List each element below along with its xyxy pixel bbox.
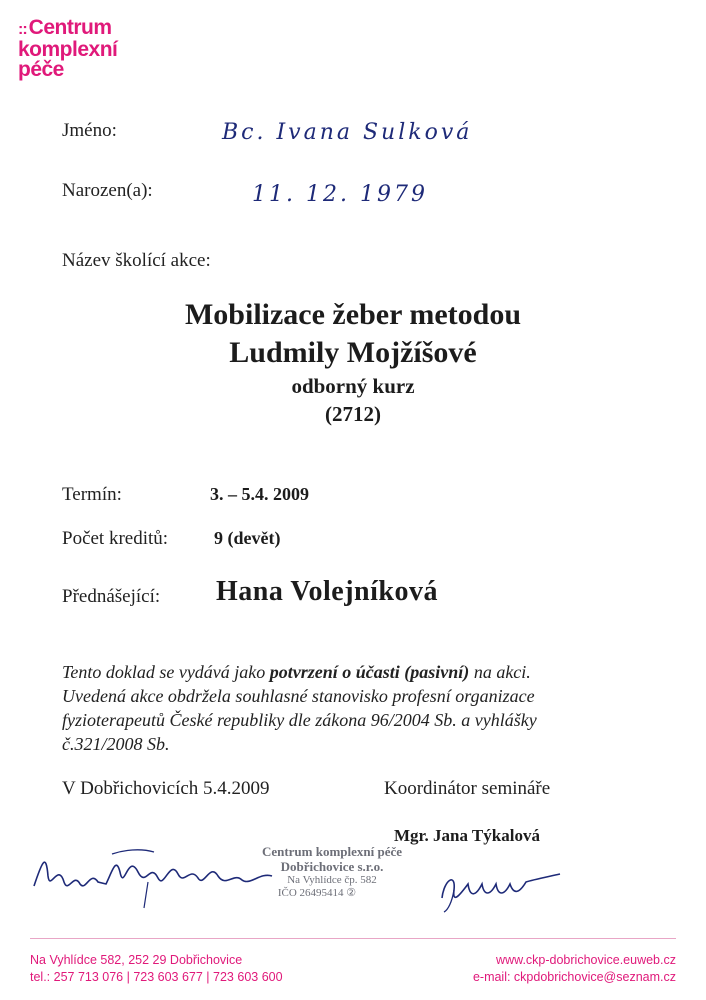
stamp-number: ② <box>346 887 357 899</box>
place-date: V Dobřichovicích 5.4.2009 <box>62 778 270 799</box>
coordinator-name: Mgr. Jana Týkalová <box>394 826 540 845</box>
name-value-handwritten: Bc. Ivana Sulková <box>222 120 473 145</box>
course-title-line-2: Ludmily Mojžíšové <box>229 336 477 369</box>
footer-online <box>473 952 676 986</box>
term-label: Termín: <box>62 484 122 505</box>
credits-label: Počet kreditů: <box>62 528 169 549</box>
logo-line-2: komplexní <box>18 38 118 61</box>
term-value: 3. – 5.4. 2009 <box>210 484 309 504</box>
footer-contact <box>30 952 283 986</box>
birth-value-handwritten: 11. 12. 1979 <box>252 182 428 207</box>
course-code: (2712) <box>325 402 381 426</box>
notice-bold: potvrzení o účasti (pasivní) <box>269 662 470 682</box>
course-title-line-1: Mobilizace žeber metodou <box>184 298 522 331</box>
footer-address: Na Vyhlídce 582, 252 29 Dobřichovice <box>30 953 243 967</box>
lecturer-value: Hana Volejníková <box>216 576 438 607</box>
footer-divider <box>30 938 676 939</box>
notice-line-4: č.321/2008 Sb. <box>62 734 170 754</box>
confirmation-notice <box>62 660 662 756</box>
coordinator-signature <box>434 862 574 914</box>
notice-line-3: fyzioterapeutů České republiky dle zákona 96/2004 Sb. a vyhlášky <box>62 710 537 730</box>
credits-value: 9 (devět) <box>214 528 281 548</box>
notice-line-2: Uvedená akce obdržela souhlasné stanovisko profesní organizace <box>62 686 535 706</box>
stamp-ico: IČO 26495414 <box>277 887 344 899</box>
logo-line-1: Centrum <box>28 16 112 39</box>
logo-line-3: péče <box>18 58 64 81</box>
brand-logo <box>18 18 128 80</box>
notice-part-1: Tento doklad se vydává jako <box>62 662 270 682</box>
coordinator-label: Koordinátor semináře <box>384 778 551 799</box>
course-type: odborný kurz <box>291 374 415 398</box>
notice-part-2: na akci. <box>469 662 531 682</box>
stamp-line-3: Na Vyhlídce čp. 582 <box>287 874 377 886</box>
stamp-line-1: Centrum komplexní péče <box>261 844 403 859</box>
birth-label: Narozen(a): <box>62 180 153 201</box>
footer-web-link[interactable]: www.ckp-dobrichovice.euweb.cz <box>496 953 676 967</box>
course-title-block <box>0 296 706 428</box>
stamp-line-2: Dobřichovice s.r.o. <box>280 859 384 874</box>
lecturer-label: Přednášející: <box>62 586 161 607</box>
name-label: Jméno: <box>62 120 117 141</box>
footer-email-link[interactable]: e-mail: ckpdobrichovice@seznam.cz <box>472 970 676 984</box>
footer-phones: tel.: 257 713 076 | 723 603 677 | 723 603 600 <box>30 970 283 984</box>
lecturer-signature <box>28 832 288 912</box>
logo-dots: :: <box>18 21 27 38</box>
course-section-label: Název školící akce: <box>62 250 211 271</box>
